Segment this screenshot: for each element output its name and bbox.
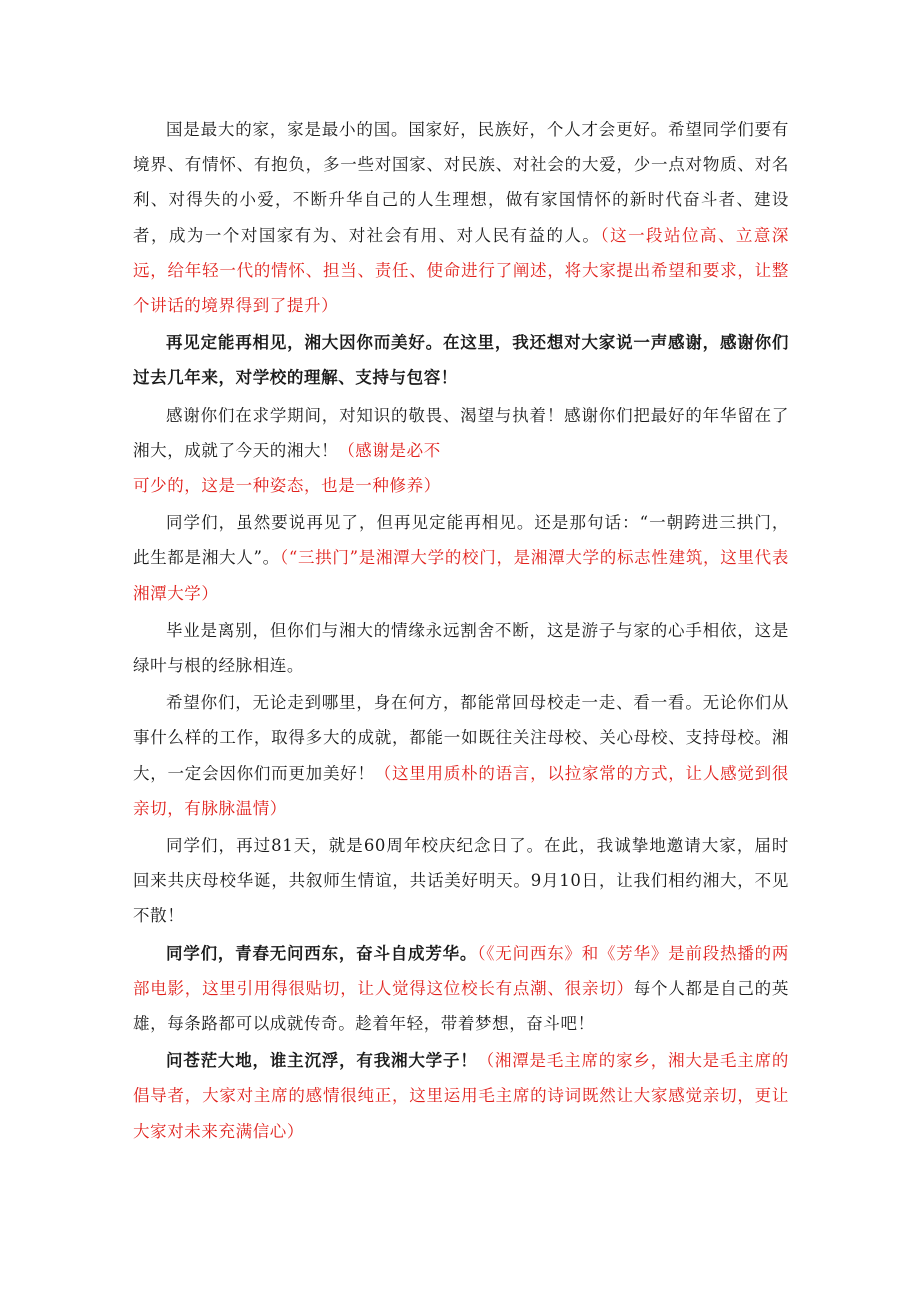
paragraph-3-annotation-part2: 可少的，这是一种姿态，也是一种修养）: [133, 476, 441, 496]
paragraph-5-text: 毕业是离别，但你们与湘大的情缘永远割舍不断，这是游子与家的心手相依，这是绿叶与根的经脉相连。: [133, 620, 789, 676]
paragraph-7-text: 同学们，再过81天，就是60周年校庆纪念日了。在此，我诚挚地邀请大家，届时回来共庆母校华诞，共叙师生情谊，共话美好明天。9月10日，让我们相约湘大，不见不散！: [133, 836, 789, 926]
paragraph-8-annotation: （《无问西东》和《芳华》是前段热播的两部电影，这里引用得很贴切，让人觉得这位校长有点潮、很亲切）: [133, 943, 789, 998]
paragraph-1-annotation: （这一段站位高、立意深远，给年轻一代的情怀、担当、责任、使命进行了阐述，将大家提出希望和要求，让整个讲话的境界得到了提升）: [133, 225, 789, 316]
paragraph-8: [133, 936, 789, 1042]
paragraph-1-text: 国是最大的家，家是最小的国。国家好，民族好，个人才会更好。希望同学们要有境界、有情怀、有抱负，多一些对国家、对民族、对社会的大爱，少一点对物质、对名利、对得失的小爱，不断升华自己的人生理想，做有家国情怀的新时代奋斗者、建设者，成为一个对国家有为、对社会有用、对人民有益的人。: [133, 120, 789, 245]
paragraph-3: [133, 398, 789, 468]
paragraph-3-continuation: [133, 468, 789, 503]
paragraph-4-annotation: （“三拱门”是湘潭大学的校门，是湘潭大学的标志性建筑，这里代表湘潭大学）: [133, 548, 789, 603]
paragraph-6-text: 希望你们，无论走到哪里，身在何方，都能常回母校走一走、看一看。无论你们从事什么样的工作，取得多大的成就，都能一如既往关注母校、关心母校、支持母校。湘大，一定会因你们而更加美好！: [133, 693, 789, 783]
paragraph-8-text-after: 每个人都是自己的英雄，每条路都可以成就传奇。趁着年轻，带着梦想，奋斗吧！: [133, 978, 789, 1034]
paragraph-6-annotation: （这里用质朴的语言，以拉家常的方式，让人感觉到很亲切，有脉脉温情）: [133, 763, 789, 818]
document-body: [133, 112, 789, 1151]
paragraph-2-text: 再见定能再相见，湘大因你而美好。在这里，我还想对大家说一声感谢，感谢你们过去几年来，对学校的理解、支持与包容！: [133, 333, 789, 388]
paragraph-4: [133, 505, 789, 611]
paragraph-1: [133, 112, 789, 323]
paragraph-2: [133, 325, 789, 395]
paragraph-8-text: 同学们，青春无问西东，奋斗自成芳华。: [166, 943, 478, 963]
paragraph-6: [133, 685, 789, 826]
paragraph-4-text: 同学们，虽然要说再见了，但再见定能再相见。还是那句话：“一朝跨进三拱门，此生都是湘大人”。: [133, 513, 789, 568]
paragraph-9: [133, 1043, 789, 1149]
paragraph-9-text: 问苍茫大地，谁主沉浮，有我湘大学子！: [166, 1051, 478, 1071]
paragraph-5: [133, 613, 789, 683]
paragraph-3-text: 感谢你们在求学期间，对知识的敬畏、渴望与执着！感谢你们把最好的年华留在了湘大，成就了今天的湘大！: [133, 405, 789, 460]
paragraph-3-annotation-part1: （感谢是必不: [338, 440, 441, 460]
paragraph-7: [133, 828, 789, 934]
paragraph-9-annotation: （湘潭是毛主席的家乡，湘大是毛主席的倡导者，大家对主席的感情很纯正，这里运用毛主席的诗词既然让大家感觉亲切，更让大家对未来充满信心）: [133, 1051, 789, 1141]
